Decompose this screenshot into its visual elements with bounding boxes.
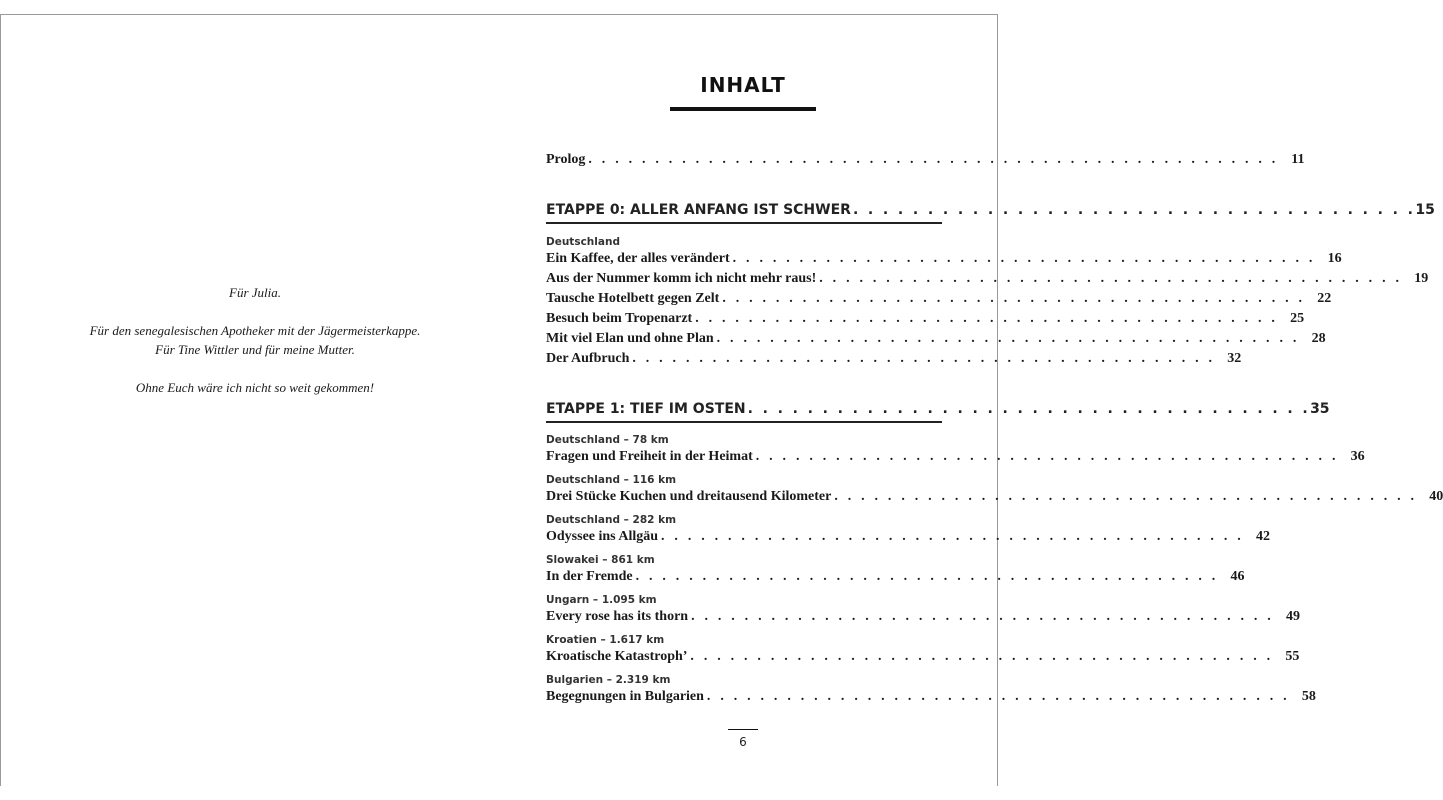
location-label: Bulgarien – 2.319 km bbox=[546, 674, 671, 686]
leader-dots: . . . . . . . . . . . . . . . . . . . . . . . . . . . . . . . . . . . . . . . . . . . . bbox=[732, 251, 1316, 266]
location-label: Deutschland – 282 km bbox=[546, 514, 677, 526]
toc-section-etappe-1 bbox=[546, 399, 1330, 423]
toc-entry-title: Tausche Hotelbett gegen Zelt bbox=[546, 291, 720, 306]
section-title: ETAPPE 1: TIEF IM OSTEN bbox=[546, 401, 746, 417]
toc-entry bbox=[546, 349, 1242, 369]
toc-entry bbox=[546, 527, 1270, 547]
page-number: 6 bbox=[739, 735, 747, 749]
location-label: Slowakei – 861 km bbox=[546, 554, 655, 566]
dedication-line: Für Tine Wittler und für meine Mutter. bbox=[155, 342, 355, 357]
leader-dots: . . . . . . . . . . . . . . . . . . . . . . . . . . . . . . . . . . . . . . . . . . . . bbox=[755, 449, 1339, 464]
toc-entry-title: Kroatische Katastroph’ bbox=[546, 649, 688, 664]
toc-entry-page: 49 bbox=[1285, 609, 1300, 624]
toc-entry-page: 19 bbox=[1414, 271, 1429, 286]
leader-dots: . . . . . . . . . . . . . . . . . . . . . . . . . . . . . . . . . . . . . . . . . . . . bbox=[632, 351, 1216, 366]
toc-entry bbox=[546, 687, 1316, 707]
toc-entry-title: Besuch beim Tropenarzt bbox=[546, 311, 693, 326]
toc-entry-page: 46 bbox=[1230, 569, 1245, 584]
location-label: Ungarn – 1.095 km bbox=[546, 594, 657, 606]
toc-entry-title: Begegnungen in Bulgarien bbox=[546, 689, 704, 704]
dedication-line: Für den senegalesischen Apotheker mit der Jägermeisterkappe. bbox=[89, 323, 421, 338]
table-of-contents bbox=[546, 150, 1443, 707]
toc-entry-page: 40 bbox=[1429, 489, 1443, 504]
toc-section-etappe-0 bbox=[546, 200, 1435, 224]
toc-entry-title: Prolog bbox=[546, 152, 586, 167]
dedication-line: Für Julia. bbox=[229, 285, 281, 300]
toc-entry bbox=[546, 289, 1332, 309]
toc-entry-title: Ein Kaffee, der alles verändert bbox=[546, 251, 730, 266]
toc-entry-page: 16 bbox=[1327, 251, 1342, 266]
section-page: 15 bbox=[1415, 202, 1435, 218]
leader-dots: . . . . . . . . . . . . . . . . . . . . . . . . . . . . . . . . . . . . . . . . . . . . bbox=[635, 569, 1219, 584]
leader-dots: . . . . . . . . . . . . . . . . . . . . . . . . . . . . . . . . . . . . . . . . . . . . bbox=[722, 291, 1306, 306]
toc-entry-title: In der Fremde bbox=[546, 569, 633, 584]
toc-entry-page: 58 bbox=[1301, 689, 1316, 704]
toc-entry bbox=[546, 447, 1365, 467]
leader-dots: . . . . . . . . . . . . . . . . . . . . . . . . . . . . . . . . . . . . . . . . . . . . bbox=[819, 271, 1403, 286]
toc-entry bbox=[546, 607, 1300, 627]
dedication-block-3 bbox=[40, 378, 470, 397]
location-label: Deutschland – 78 km bbox=[546, 434, 669, 446]
toc-entry-title: Drei Stücke Kuchen und dreitausend Kilometer bbox=[546, 489, 832, 504]
toc-entry-title: Mit viel Elan und ohne Plan bbox=[546, 331, 714, 346]
leader-dots: . . . . . . . . . . . . . . . . . . . . . . . . . . . . . . . . . . . . . . bbox=[852, 202, 1416, 218]
toc-heading-rule bbox=[670, 107, 816, 111]
toc-entry-title: Der Aufbruch bbox=[546, 351, 630, 366]
section-title: ETAPPE 0: ALLER ANFANG IST SCHWER bbox=[546, 202, 851, 218]
toc-entry bbox=[546, 647, 1300, 667]
toc-entry bbox=[546, 269, 1429, 289]
toc-entry-page: 36 bbox=[1350, 449, 1365, 464]
toc-entry-page: 42 bbox=[1255, 529, 1270, 544]
toc-entry bbox=[546, 567, 1245, 587]
location-label: Deutschland – 116 km bbox=[546, 474, 677, 486]
section-page: 35 bbox=[1310, 401, 1330, 417]
location-label: Kroatien – 1.617 km bbox=[546, 634, 665, 646]
dedication bbox=[40, 283, 470, 416]
leader-dots: . . . . . . . . . . . . . . . . . . . . . . . . . . . . . . . . . . . . . . . . . . . . bbox=[690, 649, 1274, 664]
location-label: Deutschland bbox=[546, 236, 620, 248]
dedication-block-2 bbox=[40, 321, 470, 359]
toc-entry-prolog bbox=[546, 150, 1305, 170]
toc-entry-page: 32 bbox=[1227, 351, 1242, 366]
toc-entry bbox=[546, 309, 1305, 329]
page-number-rule bbox=[728, 729, 758, 730]
toc-entry-page: 25 bbox=[1290, 311, 1305, 326]
toc-entry-page: 11 bbox=[1291, 152, 1305, 167]
toc-heading: INHALT bbox=[700, 73, 786, 97]
toc-entry-page: 28 bbox=[1311, 331, 1326, 346]
leader-dots: . . . . . . . . . . . . . . . . . . . . . . . . . . . . . . . . . . . . . . bbox=[747, 401, 1311, 417]
toc-entry-title: Every rose has its thorn bbox=[546, 609, 689, 624]
toc-entry-title: Odyssee ins Allgäu bbox=[546, 529, 659, 544]
toc-entry bbox=[546, 329, 1326, 349]
toc-entry-page: 55 bbox=[1285, 649, 1300, 664]
leader-dots: . . . . . . . . . . . . . . . . . . . . . . . . . . . . . . . . . . . . . . . . . . . . bbox=[661, 529, 1244, 544]
leader-dots: . . . . . . . . . . . . . . . . . . . . . . . . . . . . . . . . . . . . . . . . . . . . . . . . . . . . bbox=[588, 152, 1279, 167]
leader-dots: . . . . . . . . . . . . . . . . . . . . . . . . . . . . . . . . . . . . . . . . . . . . bbox=[691, 609, 1274, 624]
dedication-line: Ohne Euch wäre ich nicht so weit gekommen! bbox=[135, 380, 375, 395]
leader-dots: . . . . . . . . . . . . . . . . . . . . . . . . . . . . . . . . . . . . . . . . . . . . bbox=[834, 489, 1418, 504]
leader-dots: . . . . . . . . . . . . . . . . . . . . . . . . . . . . . . . . . . . . . . . . . . . . bbox=[706, 689, 1290, 704]
leader-dots: . . . . . . . . . . . . . . . . . . . . . . . . . . . . . . . . . . . . . . . . . . . . bbox=[716, 331, 1300, 346]
toc-entry-title: Fragen und Freiheit in der Heimat bbox=[546, 449, 753, 464]
toc-entry-title: Aus der Nummer komm ich nicht mehr raus! bbox=[546, 271, 817, 286]
toc-entry bbox=[546, 487, 1443, 507]
toc-entry bbox=[546, 249, 1342, 269]
toc-entry-page: 22 bbox=[1317, 291, 1332, 306]
leader-dots: . . . . . . . . . . . . . . . . . . . . . . . . . . . . . . . . . . . . . . . . . . . . bbox=[695, 311, 1279, 326]
dedication-block-1 bbox=[40, 283, 470, 302]
